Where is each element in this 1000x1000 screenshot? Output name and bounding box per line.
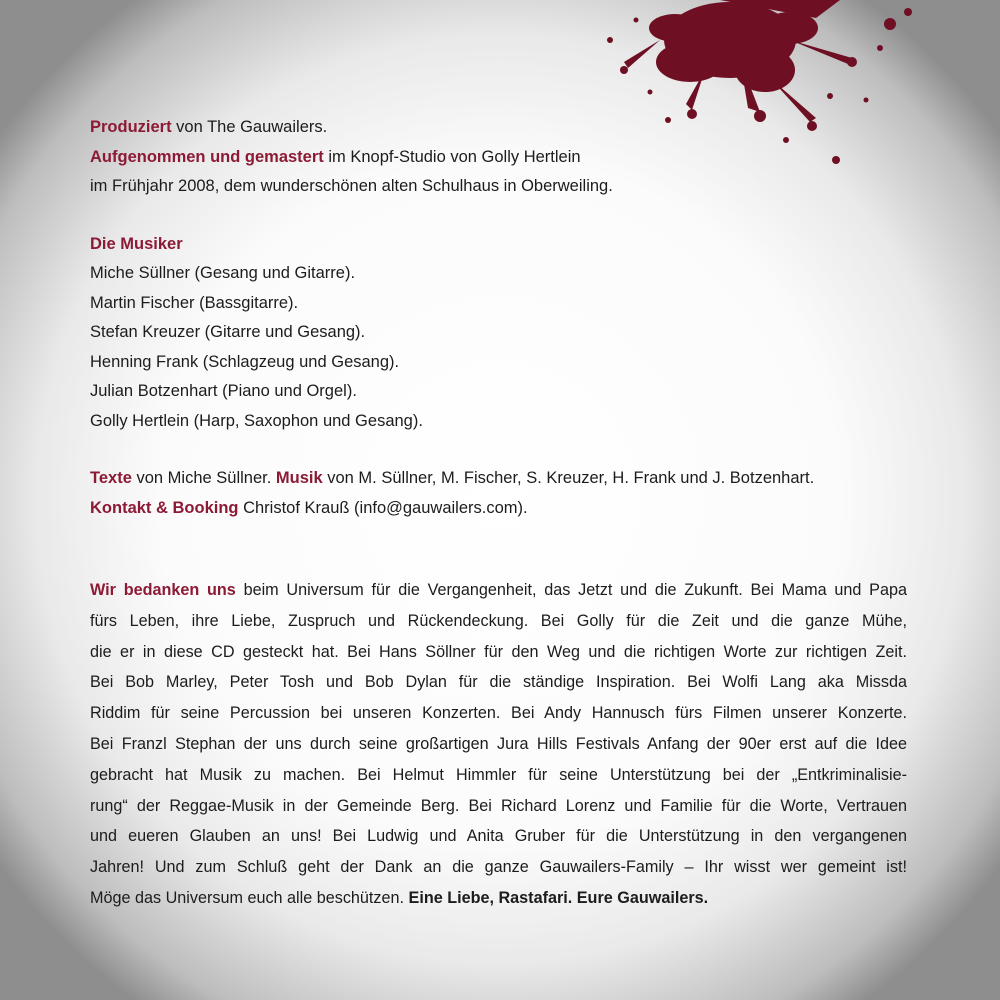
thanks-line: und eueren Glauben an uns! Bei Ludwig und Anita Gruber für die Unterstützung in den vergangenen — [90, 827, 907, 846]
thanks-line — [90, 575, 907, 606]
music-text: von M. Süllner, M. Fischer, S. Kreuzer, H. Frank und J. Botzenhart. — [322, 469, 815, 487]
musician-entry: Julian Botzenhart (Piano und Orgel). — [90, 382, 357, 400]
thanks-line: Jahren! Und zum Schluß geht der Dank an die ganze Gauwailers-Family – Ihr wisst wer gemeint ist! — [90, 858, 907, 877]
thanks-text-final: Möge das Universum euch alle beschützen. — [90, 888, 409, 907]
contact-line — [90, 494, 920, 524]
thanks-line: Bei Franzl Stephan der uns durch seine großartigen Jura Hills Festivals Anfang der 90er erst auf die Idee — [90, 734, 907, 753]
recorded-label: Aufgenommen und gemastert — [90, 147, 324, 166]
thanks-line: rung“ der Reggae-Musik in der Gemeinde Berg. Bei Richard Lorenz und Familie für die Worte, Vertrauen — [90, 796, 907, 815]
thanks-line: Bei Bob Marley, Peter Tosh und Bob Dylan für die ständige Inspiration. Bei Wolfi Lang aka Missda — [90, 673, 907, 692]
musician-entry: Miche Süllner (Gesang und Gitarre). — [90, 264, 356, 282]
recorded-line — [90, 143, 920, 173]
music-label: Musik — [275, 469, 323, 487]
recorded-text: im Knopf-Studio von Golly Hertlein — [323, 147, 581, 166]
lyrics-text: von Miche Süllner. — [131, 469, 276, 487]
musician-entry: Martin Fischer (Bassgitarre). — [90, 293, 299, 312]
thanks-line: die er in diese CD gesteckt hat. Bei Hans Söllner für den Weg und die richtigen Worte zur richtigen Zeit. — [90, 642, 907, 661]
thanks-line: Riddim für seine Percussion bei unseren Konzerten. Bei Andy Hannusch fürs Filmen unserer Konzerte. — [90, 704, 907, 723]
musician-entry: Golly Hertlein (Harp, Saxophon und Gesang). — [90, 411, 423, 430]
closing-signature: Eine Liebe, Rastafari. Eure Gauwailers. — [408, 888, 709, 907]
thanks-line-final — [90, 883, 907, 914]
lyrics-music-line — [90, 464, 920, 494]
contact-text: Christof Krauß (info@gauwailers.com). — [238, 498, 528, 517]
produced-line — [90, 113, 920, 143]
thanks-text: beim Universum für die Vergangenheit, das Jetzt und die Zukunft. Bei Mama und Papa — [235, 581, 907, 599]
recorded-line-2: im Frühjahr 2008, dem wunderschönen alten Schulhaus in Oberweiling. — [90, 177, 613, 195]
produced-text: von The Gauwailers. — [171, 118, 328, 136]
credits-block — [90, 113, 920, 523]
lyrics-label: Texte — [90, 469, 132, 487]
produced-label: Produziert — [90, 118, 172, 136]
musicians-heading: Die Musiker — [90, 234, 183, 253]
musician-entry: Stefan Kreuzer (Gitarre und Gesang). — [90, 323, 366, 341]
contact-label: Kontakt & Booking — [90, 498, 239, 517]
thanks-line: gebracht hat Musik zu machen. Bei Helmut Himmler für seine Unterstützung bei der „Entkriminalisie- — [90, 765, 907, 784]
thanks-line: fürs Leben, ihre Liebe, Zuspruch und Rückendeckung. Bei Golly für die Zeit und die ganze Mühe, — [90, 611, 907, 630]
musician-entry: Henning Frank (Schlagzeug und Gesang). — [90, 352, 400, 371]
thanks-label: Wir bedanken uns — [90, 581, 236, 599]
thanks-paragraph — [90, 575, 907, 914]
